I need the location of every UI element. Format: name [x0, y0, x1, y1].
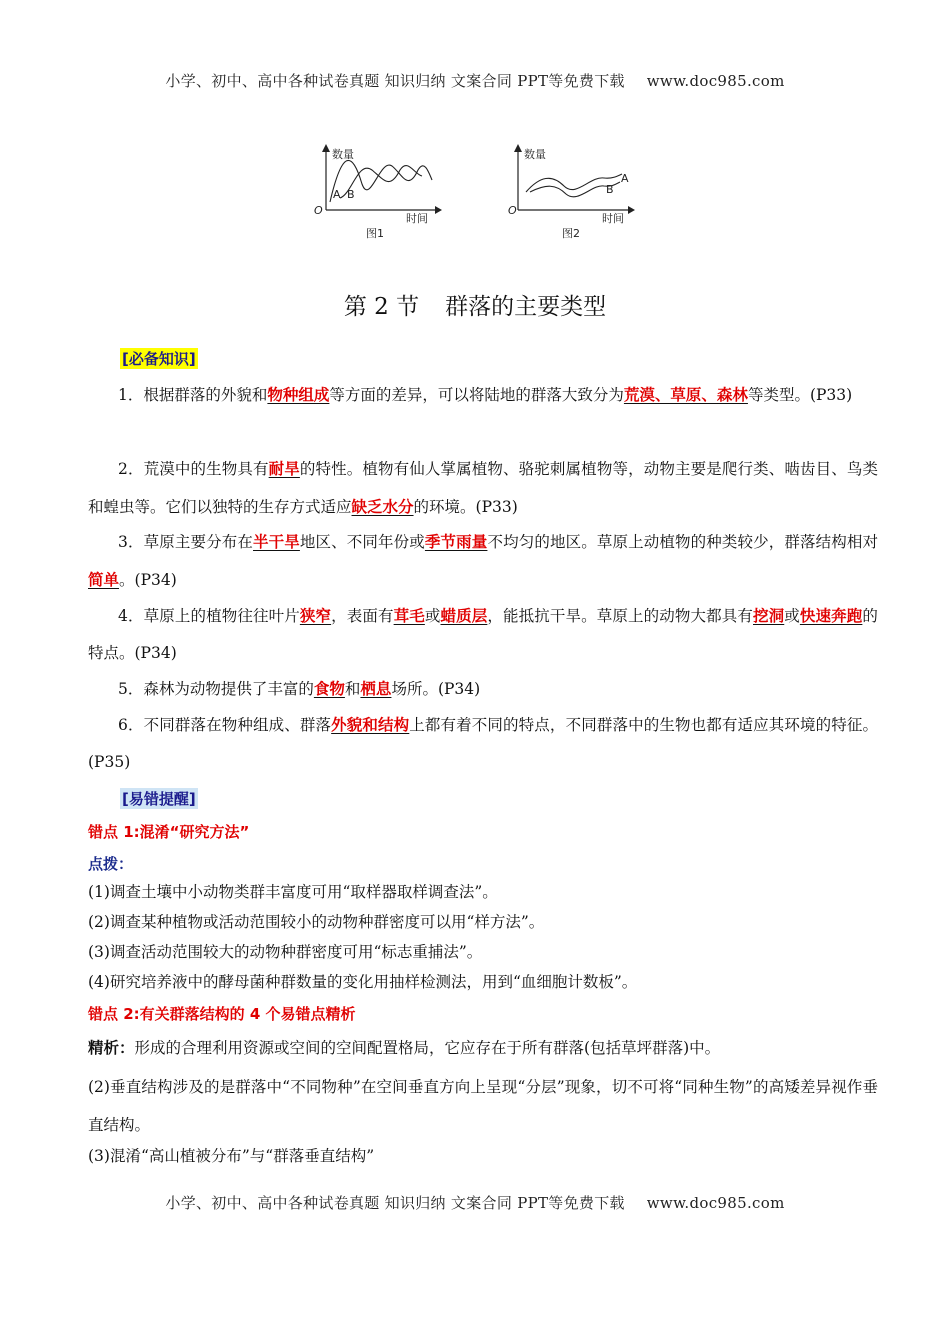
item-key: 茸毛 [393, 606, 425, 625]
error-1-line-2: (2)调查某种植物或活动范围较小的动物种群密度可以用“样方法”。 [88, 913, 545, 931]
header-text: 小学、初中、高中各种试卷真题 知识归纳 文案合同 PPT等免费下载 [165, 72, 625, 90]
item-6 [88, 706, 878, 781]
item-text: 荒漠中的生物具有 [143, 460, 269, 478]
fig2-caption: 图2 [562, 227, 580, 240]
item-key: 蜡质层 [440, 606, 488, 625]
tag-errors: [易错提醒] [122, 790, 196, 808]
fig1-label-a: A [333, 188, 341, 201]
item-number: 4． [118, 607, 144, 625]
item-text: 草原主要分布在 [143, 533, 254, 551]
item-text: 不同群落在物种组成、群落 [143, 716, 332, 734]
error-1-hint: 点拨： [88, 855, 134, 873]
item-text: ，能抵抗干旱。草原上的动物大都具有 [487, 607, 753, 625]
fig2-label-b: B [606, 183, 614, 196]
page-footer [0, 1192, 950, 1213]
item-3 [88, 523, 878, 599]
analysis-text: 形成的合理利用资源或空间的空间配置格局，它应存在于所有群落(包括草坪群落)中。 [134, 1039, 721, 1057]
item-key: 简单 [88, 570, 120, 589]
item-key: 物种组成 [267, 385, 330, 404]
item-key: 食物 [313, 679, 345, 698]
item-number: 3． [118, 533, 144, 551]
item-text: ，表面有 [331, 607, 394, 625]
item-key: 快速奔跑 [799, 606, 863, 625]
item-text: 的特性。植物有仙人掌属植物、骆驼刺属植物等，动物主要是爬行类、啮齿目、鸟类和蝗虫等。它们以独特的生存方式适应 [88, 460, 878, 516]
figure-1 [314, 144, 442, 240]
error-2-line-3: (3)混淆“高山植被分布”与“群落垂直结构” [88, 1147, 375, 1165]
item-1 [88, 376, 878, 414]
figure-2 [508, 144, 635, 240]
error-1-title: 错点 1:混淆“研究方法” [88, 823, 250, 841]
item-key: 挖洞 [753, 606, 785, 625]
item-key: 栖息 [360, 679, 392, 698]
item-text: 根据群落的外貌和 [143, 386, 268, 404]
item-text: 森林为动物提供了丰富的 [143, 680, 314, 698]
analysis-label: 精析： [88, 1038, 135, 1057]
item-text: 地区、不同年份或 [299, 533, 425, 551]
section-title [0, 288, 950, 321]
item-text: 的环境。(P33) [413, 498, 518, 516]
item-key: 缺乏水分 [351, 497, 414, 516]
item-key: 外貌和结构 [331, 715, 410, 734]
item-text: 等方面的差异，可以将陆地的群落大致分为 [329, 386, 624, 404]
error-1-line-3: (3)调查活动范围较大的动物种群密度可用“标志重捕法”。 [88, 943, 483, 961]
item-text: 或 [784, 607, 800, 625]
item-text: 草原上的植物往往叶片 [143, 607, 300, 625]
error-1-line-1: (1)调查土壤中小动物类群丰富度可用“取样器取样调查法”。 [88, 883, 498, 901]
item-key: 耐旱 [268, 459, 300, 478]
fig1-caption: 图1 [366, 227, 384, 240]
item-5 [88, 670, 878, 708]
item-text: 。(P34) [119, 571, 177, 589]
item-text: 场所。(P34) [391, 680, 481, 698]
item-number: 6． [118, 716, 144, 734]
error-2-line-2: (2)垂直结构涉及的是群落中“不同物种”在空间垂直方向上呈现“分层”现象，切不可将“同种生物”的高矮差异视作垂直结构。 [88, 1078, 878, 1134]
fig2-origin: O [508, 204, 517, 217]
page-header [0, 70, 950, 91]
item-text: 上都有着不同的特点，不同群落中的生物也都有适应其环境的特征。(P35) [88, 716, 878, 771]
item-2 [88, 450, 878, 526]
fig1-xlabel: 时间 [406, 212, 428, 225]
item-number: 1． [118, 386, 144, 404]
fig1-origin: O [314, 204, 323, 217]
tag-knowledge: [必备知识] [122, 350, 196, 368]
fig2-xlabel: 时间 [602, 212, 624, 225]
item-text: 和 [344, 680, 361, 698]
fig1-ylabel: 数量 [332, 148, 354, 161]
footer-text: 小学、初中、高中各种试卷真题 知识归纳 文案合同 PPT等免费下载 [165, 1194, 625, 1212]
item-text: 的特点。(P34) [88, 607, 878, 662]
item-key: 荒漠、草原、森林 [623, 385, 748, 404]
fig1-label-b: B [347, 188, 355, 201]
item-text: 或 [424, 607, 441, 625]
item-number: 5． [118, 680, 144, 698]
error-1-line-4: (4)研究培养液中的酵母菌种群数量的变化用抽样检测法，用到“血细胞计数板”。 [88, 973, 638, 991]
section-name: 群落的主要类型 [445, 294, 607, 320]
fig2-label-a: A [621, 172, 629, 185]
item-number: 2． [118, 460, 144, 478]
item-4 [88, 597, 878, 672]
error-2-title: 错点 2:有关群落结构的 4 个易错点精析 [88, 1005, 356, 1023]
figure-graphs [300, 140, 640, 250]
figures [300, 140, 640, 250]
item-key: 狭窄 [299, 606, 332, 625]
fig2-ylabel: 数量 [524, 148, 546, 161]
header-url[interactable]: www.doc985.com [646, 72, 785, 90]
item-key: 季节雨量 [424, 532, 488, 551]
error-2-analysis [88, 1036, 888, 1060]
item-text: 不均匀的地区。草原上动植物的种类较少，群落结构相对 [487, 533, 878, 551]
footer-url[interactable]: www.doc985.com [646, 1194, 785, 1212]
item-text: 等类型。(P33) [747, 386, 853, 404]
item-key: 半干旱 [253, 532, 300, 551]
section-number: 第 2 节 [343, 294, 420, 320]
